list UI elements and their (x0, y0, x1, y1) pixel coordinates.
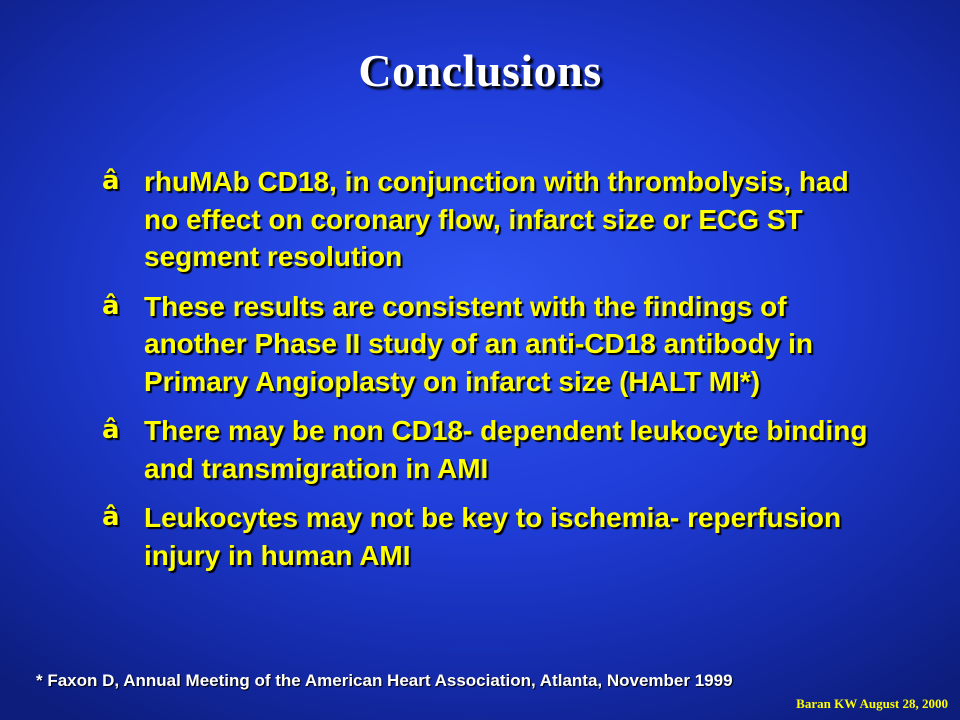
down-arrow-icon: â (102, 502, 120, 532)
down-arrow-icon: â (102, 290, 120, 321)
author-credit: Baran KW August 28, 2000 (796, 696, 948, 711)
bullet-item (102, 412, 882, 487)
slide-title: Conclusions (358, 45, 602, 96)
bullet-item (102, 163, 882, 276)
bullet-text: rhuMAb CD18, in conjunction with thrombolysis, had no effect on coronary flow, infarct size or ECG ST segment resolution (144, 166, 849, 272)
bullet-item (102, 288, 882, 401)
bullet-text: Leukocytes may not be key to ischemia- reperfusion injury in human AMI (144, 502, 842, 571)
bullet-text: There may be non CD18- dependent leukocyte binding and transmigration in AMI (144, 415, 868, 484)
bullet-list (102, 163, 882, 586)
down-arrow-icon: â (102, 166, 120, 196)
down-arrow-icon: â (102, 415, 120, 445)
bullet-item (102, 499, 882, 574)
footnote: * Faxon D, Annual Meeting of the American Heart Association, Atlanta, November 1999 (36, 671, 733, 690)
bullet-text: These results are consistent with the findings of another Phase II study of an anti-CD18 antibody in Primary Angioplasty on infarct size (HALT MI*) (144, 290, 813, 397)
